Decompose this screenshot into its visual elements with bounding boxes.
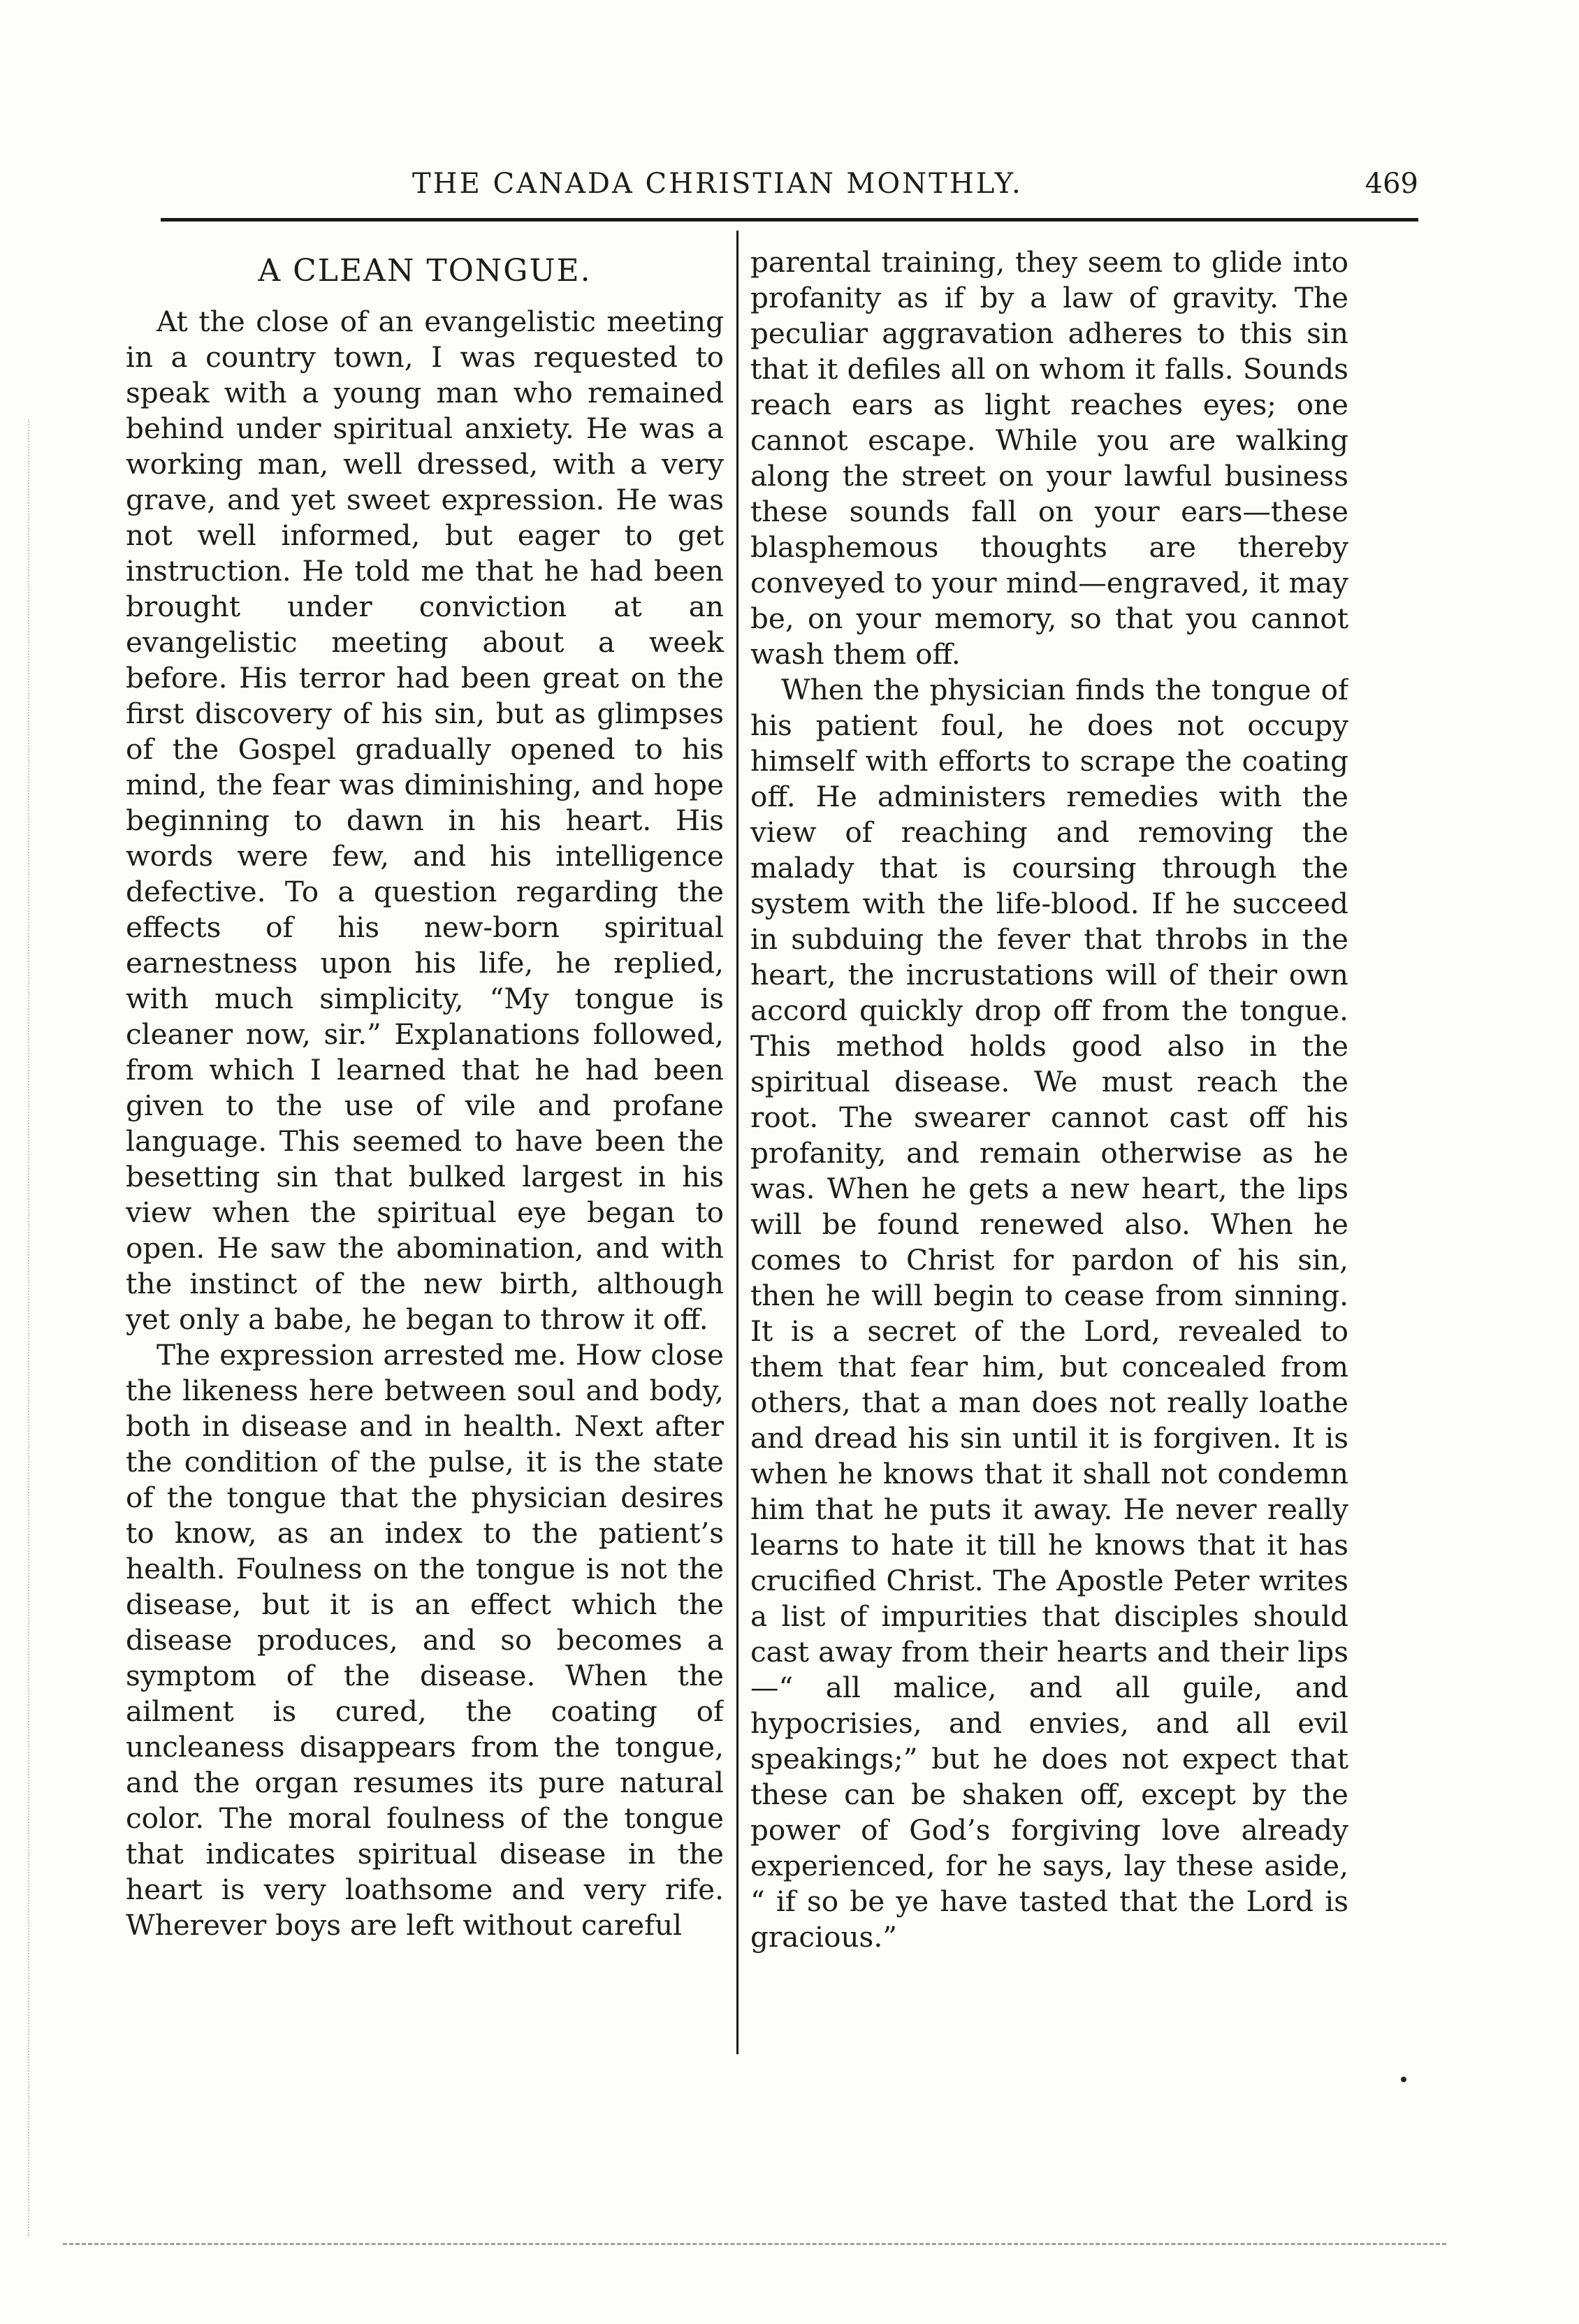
paragraph-continued: parental training, they seem to glide into profanity as if by a law of gravity. The peculiar aggravation adheres to this sin that it defiles all on whom it falls. Sounds reach ears as light reaches eyes; one cannot escape. While you are walking along the street on your lawful business these sounds fall on your ears—these blasphemous thoughts are thereby conveyed to your mind—engraved, it may be, on your memory, so that you cannot wash them off.	[750, 245, 1348, 671]
page-header	[161, 168, 1418, 210]
header-rule	[161, 218, 1418, 221]
left-column	[126, 245, 724, 2075]
footer-scan-rule	[63, 2243, 1446, 2245]
column-divider	[736, 231, 738, 2054]
article-title: A CLEAN TONGUE.	[258, 253, 592, 289]
paragraph: At the close of an evangelistic meeting in a country town, I was requested to speak with a young man who remained behind under spiritual anxiety. He was a working man, well dressed, with a very grave, and yet sweet expression. He was not well informed, but eager to get instruction. He told me that he had been brought under conviction at an evangelistic meeting about a week before. His terror had been great on the first discovery of his sin, but as glimpses of the Gospel gradually opened to his mind, the fear was diminishing, and hope beginning to dawn in his heart. His words were few, and his intelligence defective. To a question regarding the effects of his new-born spiritual earnestness upon his life, he replied, with much simplicity, “My tongue is cleaner now, sir.” Explanations followed, from which I learned that he had been given to the use of vile and profane language. This seemed to have been the besetting sin that bulked largest in his view when the spiritual eye began to open. He saw the abomination, and with the instinct of the new birth, although yet only a babe, he began to throw it off.	[126, 305, 724, 1336]
ink-speck	[1401, 2077, 1406, 2082]
paragraph: When the physician finds the tongue of his patient foul, he does not occupy himself with efforts to scrape the coating off. He administers remedies with the view of reaching and removing the malady that is coursing through the system with the life-blood. If he succeed in subduing the fever that throbs in the heart, the incrustations will of their own accord quickly drop off from the tongue. This method holds good also in the spiritual disease. We must reach the root. The swearer cannot cast off his profanity, and remain otherwise as he was. When he gets a new heart, the lips will be found renewed also. When he comes to Christ for pardon of his sin, then he will begin to cease from sinning. It is a secret of the Lord, revealed to them that fear him, but concealed from others, that a man does not really loathe and dread his sin until it is forgiven. It is when he knows that it shall not condemn him that he puts it away. He never really learns to hate it till he knows that it has crucified Christ. The Apostle Peter writes a list of impurities that disciples should cast away from their hearts and their lips—“ all malice, and all guile, and hypocrisies, and envies, and all evil speakings;” but he does not expect that these can be shaken off, except by the power of God’s forgiving love already experienced, for he says, lay these aside, “ if so be ye have tasted that the Lord is gracious.”	[750, 673, 1348, 1954]
running-title: THE CANADA CHRISTIAN MONTHLY.	[412, 168, 1023, 200]
margin-scan-marks	[28, 419, 43, 2236]
paragraph: The expression arrested me. How close the likeness here between soul and body, both in disease and in health. Next after the condition of the pulse, it is the state of the tongue that the physician desires to know, as an index to the patient’s health. Foulness on the tongue is not the disease, but it is an effect which the disease produces, and so becomes a symptom of the disease. When the ailment is cured, the coating of uncleaness disappears from the tongue, and the organ resumes its pure natural color. The moral foulness of the tongue that indicates spiritual disease in the heart is very loathsome and very rife. Wherever boys are left without careful	[126, 1338, 724, 1942]
right-column	[750, 245, 1348, 2075]
page-number: 469	[1365, 168, 1418, 200]
